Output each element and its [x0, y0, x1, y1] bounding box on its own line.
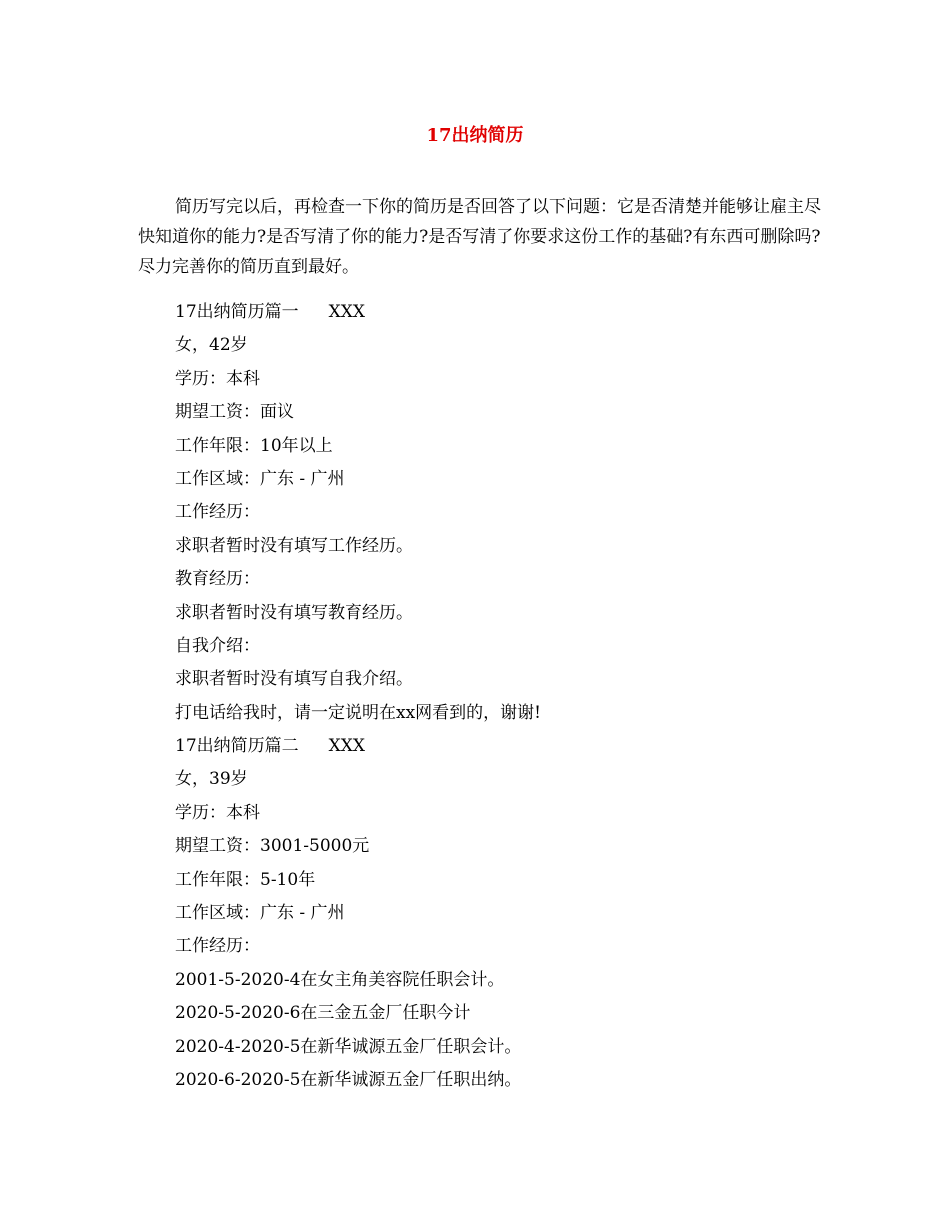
resume2-work-item: 2020-4-2020-5在新华诚源五金厂任职会计。 — [175, 1036, 522, 1057]
resume1-contact: 打电话给我时，请一定说明在xx网看到的，谢谢! — [175, 702, 542, 723]
resume2-heading: 17出纳简历篇二 — [175, 736, 299, 757]
resume1-work-label: 工作经历： — [175, 502, 260, 523]
resume2-area: 工作区域：广东 - 广州 — [175, 903, 345, 924]
resume1-edu-text: 求职者暂时没有填写教育经历。 — [175, 602, 413, 623]
resume2-work-item: 2020-5-2020-6在三金五金厂任职今计 — [175, 1003, 471, 1024]
resume1-intro-label: 自我介绍： — [175, 635, 260, 656]
resume1-name: XXX — [328, 302, 365, 322]
resume1-heading-line — [175, 297, 855, 330]
resume2-work-item: 2001-5-2020-4在女主角美容院任职会计。 — [175, 969, 505, 990]
resume2-heading-line — [175, 731, 855, 764]
resume2-gender-age: 女，39岁 — [175, 769, 248, 790]
resume2-years: 工作年限：5-10年 — [175, 869, 316, 890]
resume1-education: 学历：本科 — [175, 368, 260, 389]
resume2-education: 学历：本科 — [175, 802, 260, 823]
document-title: 17出纳简历 — [426, 125, 524, 146]
resume1-work-text: 求职者暂时没有填写工作经历。 — [175, 535, 413, 556]
resume2-work-label: 工作经历： — [175, 936, 260, 957]
resume2-name: XXX — [328, 736, 365, 757]
resume1-intro-text: 求职者暂时没有填写自我介绍。 — [175, 669, 413, 690]
resume1-area: 工作区域：广东 - 广州 — [175, 468, 345, 489]
resume1-heading: 17出纳简历篇一 — [175, 302, 299, 322]
resume2-salary: 期望工资：3001-5000元 — [175, 836, 370, 857]
intro-paragraph: 简历写完以后，再检查一下你的简历是否回答了以下问题：它是否清楚并能够让雇主尽快知道你的能力?是否写清了你的能力?是否写清了你要求这份工作的基础?有东西可删除吗?尽力完善你的简历直到最好。 — [138, 197, 821, 277]
resume1-edu-label: 教育经历： — [175, 569, 260, 590]
resume-lines — [175, 297, 855, 1098]
resume1-years: 工作年限：10年以上 — [175, 435, 333, 456]
resume2-work-item: 2020-6-2020-5在新华诚源五金厂任职出纳。 — [175, 1069, 522, 1090]
resume1-salary: 期望工资：面议 — [175, 402, 294, 423]
resume1-gender-age: 女，42岁 — [175, 335, 248, 356]
